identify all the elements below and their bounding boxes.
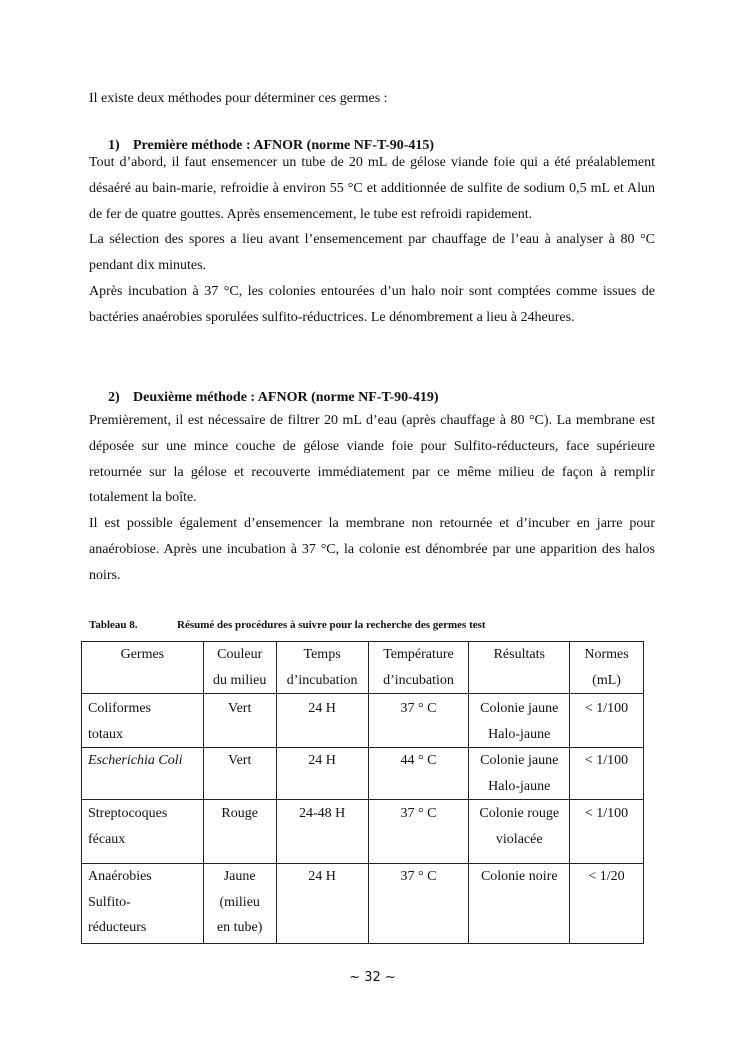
- table-row: [82, 694, 644, 748]
- header-normes: Normes (mL): [570, 642, 644, 694]
- cell-couleur: Rouge: [203, 800, 276, 864]
- section1-title: Première méthode : AFNOR (norme NF-T-90-415): [133, 138, 435, 153]
- table-caption: [89, 619, 486, 631]
- intro-text: Il existe deux méthodes pour déterminer ces germes :: [89, 91, 388, 106]
- cell-temps: 24-48 H: [276, 800, 368, 864]
- cell-germe: Coliformes totaux: [82, 694, 204, 748]
- germs-table: [81, 641, 644, 944]
- cell-germe: Anaérobies Sulfito- réducteurs: [82, 864, 204, 944]
- cell-resultats: Colonie rouge violacée: [469, 800, 570, 864]
- cell-resultats: Colonie jaune Halo-jaune: [469, 748, 570, 800]
- header-germes: Germes: [82, 642, 204, 694]
- section1-number: 1): [108, 138, 120, 153]
- cell-couleur: Vert: [203, 694, 276, 748]
- cell-temperature: 37 ° C: [368, 864, 469, 944]
- cell-normes: < 1/20: [570, 864, 644, 944]
- header-resultats: Résultats: [469, 642, 570, 694]
- cell-couleur: Vert: [203, 748, 276, 800]
- cell-temperature: 37 ° C: [368, 694, 469, 748]
- section1-paragraph: Après incubation à 37 °C, les colonies entourées d’un halo noir sont comptées comme issues de bactéries anaérobies sporulées sulfito-réductrices. Le dénombrement a lieu à 24heures.: [89, 283, 655, 325]
- section2-body: [89, 408, 655, 589]
- section2-number: 2): [108, 390, 120, 405]
- cell-normes: < 1/100: [570, 748, 644, 800]
- table-row: [82, 864, 644, 944]
- cell-temps: 24 H: [276, 694, 368, 748]
- section2-heading: [108, 389, 438, 407]
- cell-couleur: Jaune (milieu en tube): [203, 864, 276, 944]
- section2-paragraph: Premièrement, il est nécessaire de filtrer 20 mL d’eau (après chauffage à 80 °C). La membrane est déposée sur une mince couche de gélose viande foie pour Sulfito-réducteurs, face supérieure retournée sur la gélose et recouverte immédiatement par ce même milieu de façon à remplir totalement la boîte.: [89, 413, 655, 506]
- header-temps: Temps d’incubation: [276, 642, 368, 694]
- cell-temperature: 44 ° C: [368, 748, 469, 800]
- section1-paragraph: La sélection des spores a lieu avant l’ensemencement par chauffage de l’eau à analyser à 80 °C pendant dix minutes.: [89, 232, 655, 274]
- table-header-row: [82, 642, 644, 694]
- cell-normes: < 1/100: [570, 800, 644, 864]
- table-caption-label: Tableau 8.: [89, 619, 138, 631]
- cell-temps: 24 H: [276, 864, 368, 944]
- cell-germe: Escherichia Coli: [82, 748, 204, 800]
- section1-paragraph: Tout d’abord, il faut ensemencer un tube de 20 mL de gélose viande foie qui a été préalablement désaéré au bain-marie, refroidie à environ 55 °C et additionnée de sulfite de sodium 0,5 mL et Alun de fer de quatre gouttes. Après ensemencement, le tube est refroidi rapidement.: [89, 155, 655, 222]
- cell-resultats: Colonie noire: [469, 864, 570, 944]
- section2-paragraph: Il est possible également d’ensemencer la membrane non retournée et d’incuber en jarre pour anaérobiose. Après une incubation à 37 °C, la colonie est dénombrée par une apparition des halos noirs.: [89, 516, 655, 583]
- header-couleur: Couleur du milieu: [203, 642, 276, 694]
- header-temperature: Température d’incubation: [368, 642, 469, 694]
- section2-title: Deuxième méthode : AFNOR (norme NF-T-90-419): [133, 390, 439, 405]
- page-number: ~ 32 ~: [349, 970, 396, 985]
- cell-normes: < 1/100: [570, 694, 644, 748]
- cell-temps: 24 H: [276, 748, 368, 800]
- table-row: [82, 748, 644, 800]
- table-row: [82, 800, 644, 864]
- cell-temperature: 37 ° C: [368, 800, 469, 864]
- cell-germe: Streptocoques fécaux: [82, 800, 204, 864]
- section1-body: [89, 150, 655, 331]
- table-caption-text: Résumé des procédures à suivre pour la recherche des germes test: [177, 619, 486, 631]
- cell-resultats: Colonie jaune Halo-jaune: [469, 694, 570, 748]
